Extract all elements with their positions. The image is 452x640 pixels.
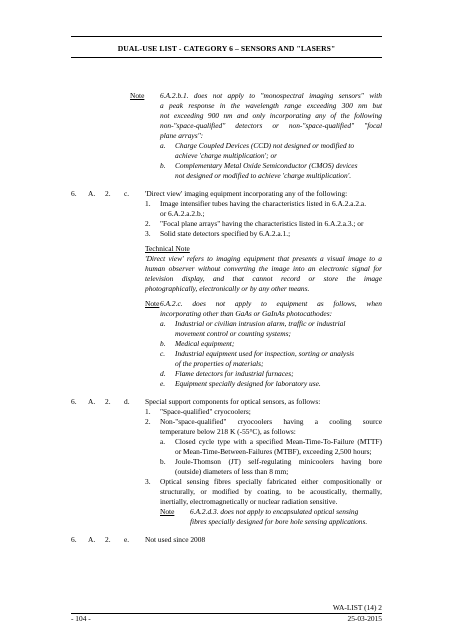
note-item-line: Complementary Metal Oxide Semiconductor (CMOS) devices xyxy=(175,161,358,170)
note-item-letter: a. xyxy=(160,141,166,150)
note-line: plane arrays": xyxy=(160,131,204,140)
subitem-letter: b. xyxy=(160,457,166,466)
note-line: incorporating other than GaAs or GaInAs photocathodes: xyxy=(160,309,333,318)
note-line: 6.A.2.c. does not apply to equipment as follows, when xyxy=(160,299,382,308)
note-item-line: Flame detectors for industrial furnaces; xyxy=(175,369,294,378)
item-number: 2. xyxy=(145,219,151,228)
section-text: Special support components for optical sensors, as follows: xyxy=(145,397,321,406)
section-text: Not used since 2008 xyxy=(145,535,206,544)
header-bottom-rule xyxy=(71,57,382,58)
note-item-letter: d. xyxy=(160,369,166,378)
technical-note-line: 'Direct view' refers to imaging equipment that presents a visual image to a xyxy=(145,254,382,263)
item-line: Non-"space-qualified" cryocoolers having a cooling source xyxy=(160,417,382,426)
page-number: - 104 - xyxy=(71,614,91,623)
note-item-letter: a. xyxy=(160,319,166,328)
item-line: inertially, electromagnetically or nuclear radiation sensitive. xyxy=(160,497,338,506)
footer-doc-id: WA-LIST (14) 2 xyxy=(332,603,382,612)
technical-note-line: photographically, electronically or by any other means. xyxy=(145,284,310,293)
note-label: Note xyxy=(145,299,160,308)
note-item-letter: b. xyxy=(160,161,166,170)
header-top-rule xyxy=(71,36,382,37)
section-ref-part: A. xyxy=(88,397,96,406)
section-ref-part: 6. xyxy=(71,397,77,406)
item-text xyxy=(160,417,382,437)
section-ref-part: A. xyxy=(88,535,96,544)
note-item-line: achieve 'charge multiplication'; or xyxy=(175,151,278,160)
item-line: Solid state detectors specified by 6.A.2.a.1.; xyxy=(160,229,291,238)
note-text xyxy=(160,91,382,141)
note-line: 6.A.2.d.3. does not apply to encapsulated optical sensing xyxy=(190,507,359,516)
subitem-line: Closed cycle type with a specified Mean-Time-To-Failure (MTTF) xyxy=(175,437,382,446)
note-label: Note xyxy=(160,507,175,516)
note-item-line: Equipment specially designed for laboratory use. xyxy=(175,379,321,388)
section-ref-part: A. xyxy=(88,189,96,198)
note-line: not exceeding 900 nm and only incorporating any of the following xyxy=(160,111,382,120)
section-ref-part: 6. xyxy=(71,535,77,544)
section-ref-part: 6. xyxy=(71,189,77,198)
item-number: 3. xyxy=(145,477,151,486)
subitem-line: (outside) diameters of less than 8 mm; xyxy=(175,467,289,476)
item-line: "Focal plane arrays" having the characteristics listed in 6.A.2.a.3.; or xyxy=(160,219,364,228)
note-item-line: Medical equipment; xyxy=(175,339,235,348)
section-ref-part: 2. xyxy=(105,189,111,198)
footer-date: 25-03-2015 xyxy=(347,614,382,623)
item-line: structurally, or modified by coating, to be acoustically, thermally, xyxy=(160,487,382,496)
section-letter: e. xyxy=(124,535,130,544)
section-letter: d. xyxy=(124,397,130,406)
note-item-line: Charge Coupled Devices (CCD) not designed or modified to xyxy=(175,141,355,150)
subitem-text xyxy=(175,437,382,457)
subitem-letter: a. xyxy=(160,437,166,446)
note-line: fibres specially designed for bore hole sensing applications. xyxy=(190,517,368,526)
subitem-text xyxy=(175,457,382,477)
note-item-letter: c. xyxy=(160,349,166,358)
technical-note-text xyxy=(145,254,382,294)
note-text xyxy=(160,299,382,319)
subitem-line: Joule-Thomson (JT) self-regulating minicoolers having bore xyxy=(175,457,382,466)
item-number: 1. xyxy=(145,407,151,416)
note-label: Note xyxy=(130,91,145,100)
section-text: 'Direct view' imaging equipment incorporating any of the following: xyxy=(145,189,348,198)
item-line: Optical sensing fibres specially fabricated either compositionally or xyxy=(160,477,382,486)
note-item-line: not designed or modified to achieve 'charge multiplication'. xyxy=(175,171,352,180)
note-line: a peak response in the wavelength range exceeding 300 nm but xyxy=(160,101,382,110)
item-number: 1. xyxy=(145,199,151,208)
section-letter: c. xyxy=(124,189,130,198)
footer-rule xyxy=(71,613,382,614)
technical-note-line: television display, and that cannot record or store the image xyxy=(145,274,382,283)
item-number: 2. xyxy=(145,417,151,426)
note-item-letter: b. xyxy=(160,339,166,348)
note-item-line: Industrial or civilian intrusion alarm, traffic or industrial xyxy=(175,319,346,328)
item-text xyxy=(160,477,382,507)
note-item-letter: e. xyxy=(160,379,166,388)
note-item-line: Industrial equipment used for inspection, sorting or analysis xyxy=(175,349,355,358)
item-line: "Space-qualified" cryocoolers; xyxy=(160,407,251,416)
item-line: temperature below 218 K (-55°C), as follows: xyxy=(160,427,296,436)
technical-note-line: human observer without converting the image into an electronic signal for xyxy=(145,264,382,273)
item-line: or 6.A.2.a.2.b.; xyxy=(160,209,205,218)
note-line: 6.A.2.b.1. does not apply to "monospectral imaging sensors" with xyxy=(160,91,382,100)
note-item-line: movement control or counting systems; xyxy=(175,329,291,338)
subitem-line: or Mean-Time-Between-Failures (MTBF), exceeding 2,500 hours; xyxy=(175,447,372,456)
technical-note-title: Technical Note xyxy=(145,244,190,253)
section-ref-part: 2. xyxy=(105,397,111,406)
note-item-line: of the properties of materials; xyxy=(175,359,264,368)
page-header-title: DUAL-USE LIST - CATEGORY 6 – SENSORS AND "LASERS" xyxy=(117,44,336,53)
note-line: non-"space-qualified" detectors or non-"space-qualified" "focal xyxy=(160,121,382,130)
section-ref-part: 2. xyxy=(105,535,111,544)
item-number: 3. xyxy=(145,229,151,238)
item-line: Image intensifier tubes having the characteristics listed in 6.A.2.a.2.a. xyxy=(160,199,367,208)
